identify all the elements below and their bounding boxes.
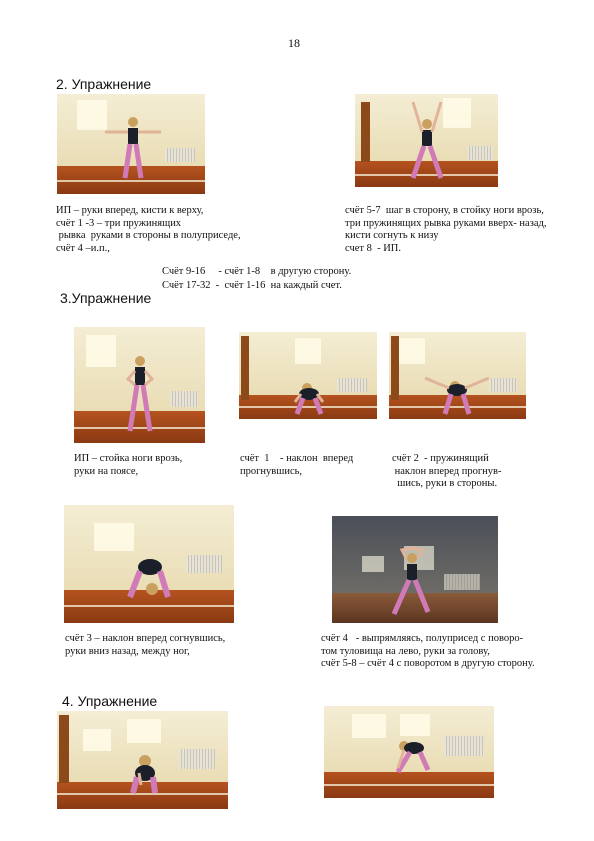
exercise-2-count-line-1: Счёт 9-16 - счёт 1-8 в другую сторону. [162, 266, 352, 277]
exercise-3-photo-start [74, 327, 205, 443]
exercise-2-heading: 2. Упражнение [56, 76, 152, 92]
exercise-3-caption-2: счёт 1 - наклон вперед прогнувшись, [240, 453, 354, 477]
exercise-3-caption-4: счёт 3 – наклон вперед согнувшись, руки вниз назад, между ног, [65, 633, 226, 657]
page-number: 18 [288, 36, 300, 50]
exercise-3-caption-5: счёт 4 - выпрямляясь, полуприсед с поворо- том туловища на лево, руки за голову, счёт 5-8 – счёт 4 с поворотом в другую сторону. [321, 633, 535, 669]
exercise-2-caption-left: ИП – руки вперед, кисти к верху, счёт 1 -3 – три пружинящих рывка руками в стороны в полуприседе, счёт 4 –и.п., [56, 205, 241, 254]
exercise-3-heading: 3.Упражнение [60, 290, 152, 306]
exercise-2-count-line-2: Счёт 17-32 - счёт 1-16 на каждый счет. [162, 280, 342, 291]
exercise-2-photo-start [57, 94, 205, 194]
exercise-3-caption-1: ИП – стойка ноги врозь, руки на поясе, [74, 453, 183, 477]
exercise-2-caption-right: счёт 5-7 шаг в сторону, в стойку ноги врозь, три пружинящих рывка руками вверх- назад, кисти согнуть к низу счет 8 - ИП. [345, 205, 547, 254]
exercise-3-photo-bend [239, 332, 377, 419]
exercise-4-heading: 4. Упражнение [62, 693, 158, 709]
exercise-3-photo-bend-between-legs [64, 505, 234, 623]
exercise-3-caption-3: счёт 2 - пружинящий наклон вперед прогнув- шись, руки в стороны. [392, 453, 502, 489]
exercise-4-photo-lunge [324, 706, 494, 798]
exercise-3-photo-twist [332, 516, 498, 623]
exercise-4-photo-squat [57, 711, 228, 809]
exercise-2-photo-arms-up [355, 94, 498, 187]
exercise-3-photo-bend-arms-out [389, 332, 526, 419]
